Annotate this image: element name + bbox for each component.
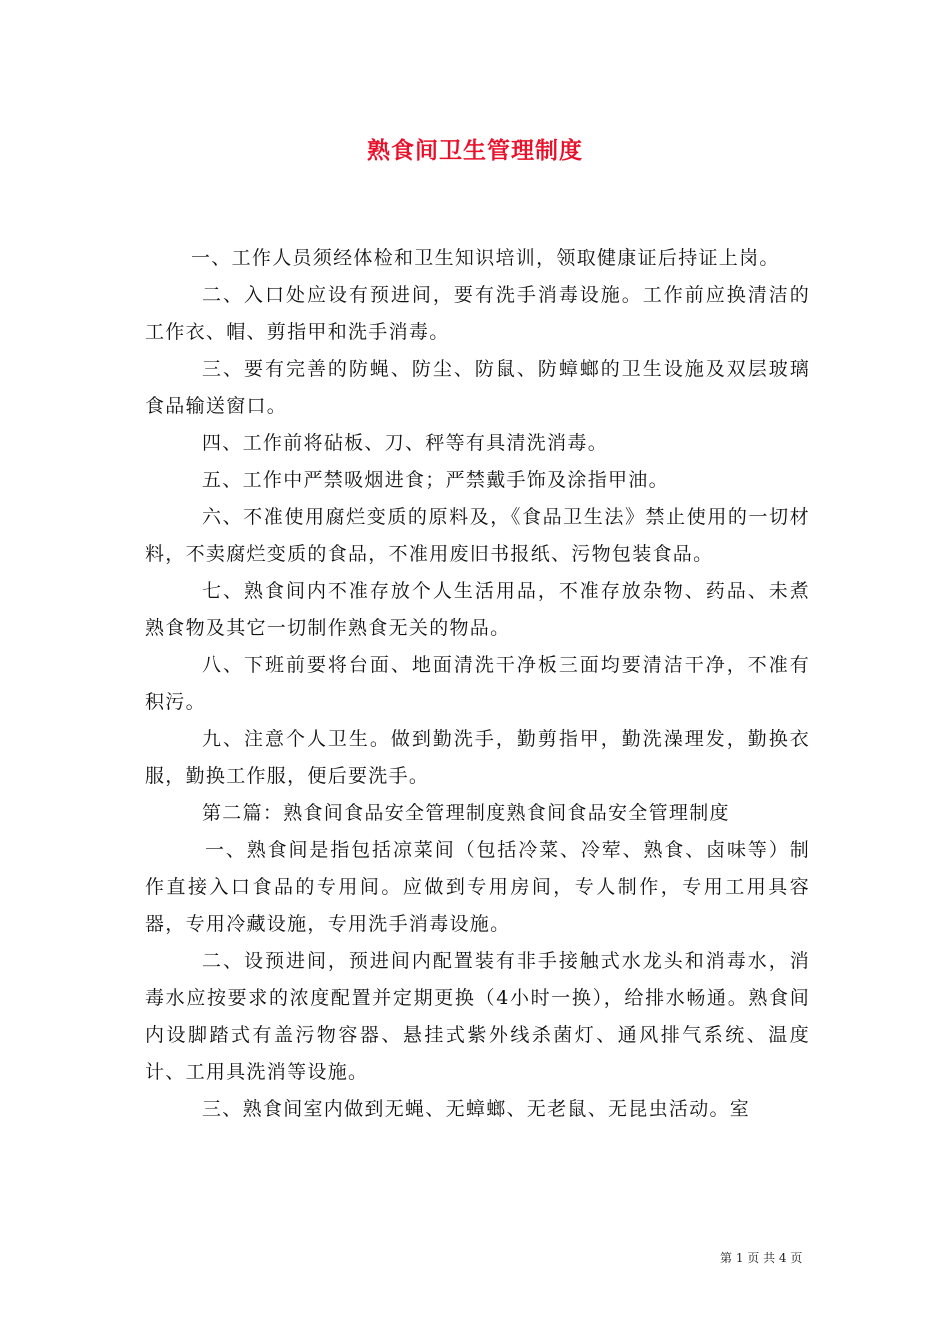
paragraph: 六、不准使用腐烂变质的原料及，《食品卫生法》禁止使用的一切材料，不卖腐烂变质的食品，不准用废旧书报纸、污物包装食品。 (145, 506, 810, 565)
paragraph: 二、设预进间，预进间内配置装有非手接触式水龙头和消毒水，消毒水应按要求的浓度配置并定期更换（4小时一换），给排水畅通。熟食间内设脚踏式有盖污物容器、悬挂式紫外线杀菌灯、通风排气系统、温度计、工用具洗消等设施。 (145, 950, 810, 1083)
page-number: 第 1 页 共 4 页 (720, 1251, 803, 1265)
section-heading: 第二篇：熟食间食品安全管理制度熟食间食品安全管理制度 (202, 802, 730, 824)
paragraph: 四、工作前将砧板、刀、秤等有具清洗消毒。 (202, 432, 609, 454)
paragraph: 八、下班前要将台面、地面清洗干净板三面均要清洁干净，不准有积污。 (145, 654, 810, 713)
document-title: 熟食间卫生管理制度 (367, 137, 583, 164)
paragraph: 五、工作中严禁吸烟进食；严禁戴手饰及涂指甲油。 (202, 469, 669, 491)
paragraph: 三、熟食间室内做到无蝇、无蟑螂、无老鼠、无昆虫活动。室 (202, 1098, 751, 1120)
paragraph: 三、要有完善的防蝇、防尘、防鼠、防蟑螂的卫生设施及双层玻璃食品输送窗口。 (145, 358, 810, 417)
paragraph: 一、工作人员须经体检和卫生知识培训，领取健康证后持证上岗。 (191, 247, 780, 269)
paragraph: 一、熟食间是指包括凉菜间（包括冷菜、冷荤、熟食、卤味等）制作直接入口食品的专用间。应做到专用房间，专人制作，专用工用具容器，专用冷藏设施，专用洗手消毒设施。 (145, 839, 810, 935)
paragraph: 七、熟食间内不准存放个人生活用品，不准存放杂物、药品、未煮熟食物及其它一切制作熟食无关的物品。 (145, 580, 810, 639)
paragraph: 二、入口处应设有预进间，要有洗手消毒设施。工作前应换清洁的工作衣、帽、剪指甲和洗手消毒。 (145, 284, 810, 343)
document-body (145, 240, 810, 1128)
paragraph: 九、注意个人卫生。做到勤洗手，勤剪指甲，勤洗澡理发，勤换衣服，勤换工作服，便后要洗手。 (145, 728, 810, 787)
